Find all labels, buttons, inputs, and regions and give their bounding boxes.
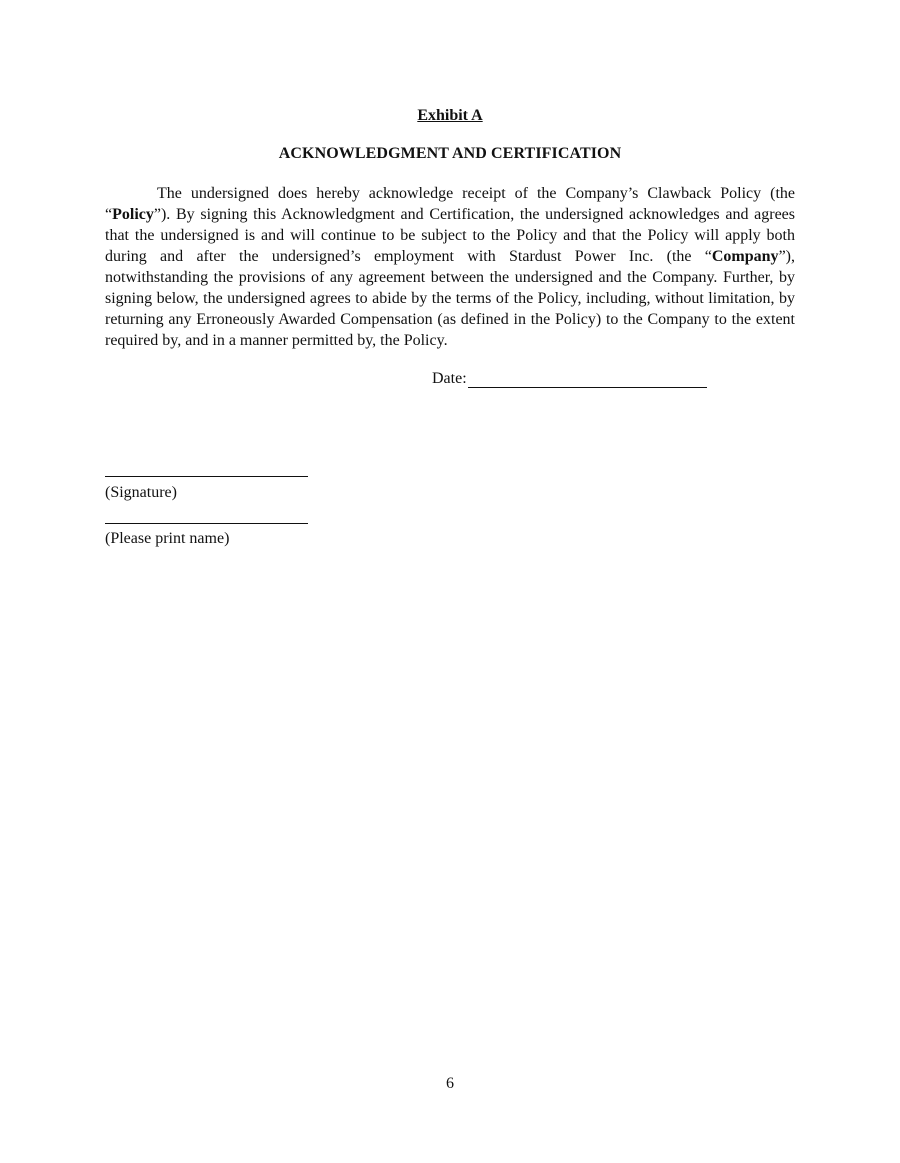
date-blank-line[interactable] xyxy=(468,372,707,388)
policy-defined-term: Policy xyxy=(112,206,154,223)
paragraph-text-1: The undersigned does hereby acknowledge receipt of the Company’s Clawback Policy (the “ xyxy=(105,185,795,223)
acknowledgment-paragraph xyxy=(105,183,795,351)
date-label: Date: xyxy=(432,370,467,387)
date-field xyxy=(432,370,707,388)
signature-blank-line[interactable] xyxy=(105,476,308,477)
exhibit-title: Exhibit A xyxy=(417,107,483,124)
paragraph-text-3: ”), notwithstanding the provisions of any agreement between the undersigned and the Company. Further, by signing below, the undersigned agrees to abide by the terms of the Policy, including, without limitation, by returning any Erroneously Awarded Compensation (as defined in the Policy) to the Company to the extent required by, and in a manner permitted by, the Policy. xyxy=(105,248,795,349)
print-name-blank-line[interactable] xyxy=(105,523,308,524)
form-heading: ACKNOWLEDGMENT AND CERTIFICATION xyxy=(278,145,622,162)
signature-label: (Signature) xyxy=(105,484,177,501)
page-number: 6 xyxy=(446,1075,454,1092)
paragraph-text-2: ”). By signing this Acknowledgment and Certification, the undersigned acknowledges and agrees that the undersigned is and will continue to be subject to the Policy and that the Policy will apply both during and after the undersigned’s employment with Stardust Power Inc. (the “ xyxy=(105,206,795,265)
company-defined-term: Company xyxy=(711,248,779,265)
print-name-label: (Please print name) xyxy=(105,530,230,547)
